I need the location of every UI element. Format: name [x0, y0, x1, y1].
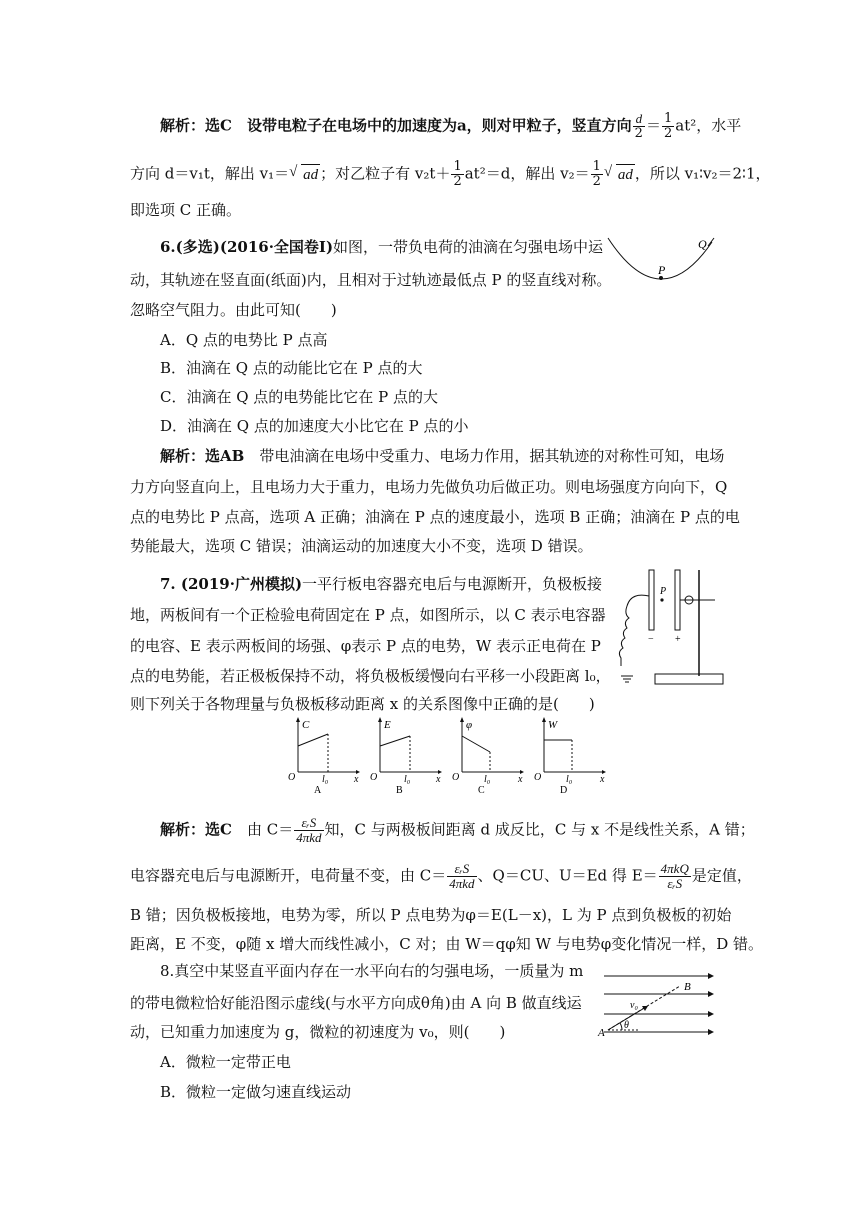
text: 如图，一带负电荷的油滴在匀强电场中运 — [333, 238, 604, 256]
arrow-icon — [708, 1011, 714, 1017]
text: 一平行板电容器充电后与电源断开，负极板接 — [302, 575, 603, 593]
y-axis-label: W — [548, 719, 558, 731]
q6-answer-line2: 力方向竖直向上，且电场力大于重力，电场力先做负功后做正功。则电场强度方向向下，Q — [130, 478, 728, 496]
denominator: 4πkd — [449, 876, 475, 891]
text: ，所以 v₁∶v₂＝2∶1， — [634, 164, 771, 183]
arrow-icon — [708, 1029, 714, 1035]
l0-label: l₀ — [566, 774, 573, 785]
text: at²＝d，解出 v₂＝ — [464, 164, 590, 183]
numerator: εᵣS — [294, 816, 323, 831]
origin-label: O — [370, 772, 378, 783]
q7-stem-line5: 则下列关于各物理量与负极板移动距离 x 的关系图像中正确的是( ) — [130, 695, 595, 713]
arrow-icon — [460, 717, 464, 722]
q6-stem-line3: 忽略空气阻力。由此可知( ) — [130, 301, 337, 319]
arrow-icon — [708, 991, 714, 997]
denominator: 4πkd — [296, 830, 322, 845]
numerator: 1 — [453, 159, 462, 174]
x-axis-label: x — [354, 774, 359, 785]
numerator: εᵣS — [447, 862, 476, 877]
l0-label: l₀ — [322, 774, 329, 785]
q6-option-a: A．Q 点的电势比 P 点高 — [160, 331, 328, 349]
text: 电容器充电后与电源断开，电荷量不变，由 C＝ — [130, 866, 447, 885]
origin-label: O — [452, 772, 460, 783]
positive-plate — [675, 570, 680, 630]
q7-answer-line1 — [160, 816, 755, 845]
text: 带电油滴在电场中受重力、电场力作用，据其轨迹的对称性可知，电场 — [244, 447, 725, 465]
denominator: 2 — [663, 126, 673, 141]
denominator: 2 — [453, 174, 462, 189]
arrow-icon — [708, 973, 714, 979]
graph-caption: C — [478, 785, 485, 794]
q7-stem-line2: 地，两板间有一个正检验电荷固定在 P 点，如图所示，以 C 表示电容器 — [130, 606, 606, 624]
l0-label: l₀ — [404, 774, 411, 785]
graph-caption: A — [314, 785, 322, 794]
arrow-icon — [542, 717, 546, 722]
theta-label: θ — [624, 1020, 629, 1031]
origin-label: O — [534, 772, 542, 783]
graph-caption: B — [396, 785, 403, 794]
text: ；对乙粒子有 v₂t＋ — [320, 164, 451, 183]
q7-stem-line4: 点的电势能，若正极板保持不动，将负极板缓慢向右平移一小段距离 l₀， — [130, 667, 611, 685]
graph-caption: D — [560, 785, 568, 794]
numerator: d — [633, 112, 645, 127]
text: 方向 d＝v₁t，解出 v₁＝ — [130, 164, 290, 183]
graph-line — [462, 736, 490, 752]
l0-label: l₀ — [484, 774, 491, 785]
text: 由 C＝ — [231, 820, 294, 839]
q6-option-d: D．油滴在 Q 点的加速度大小比它在 P 点的小 — [160, 417, 469, 435]
text: at²，水平 — [675, 116, 742, 135]
question-number: 7. (2019·广州模拟) — [160, 575, 303, 593]
q6-answer-line1 — [160, 446, 724, 466]
q7-answer-line3: B 错；因负极板接地，电势为零，所以 P 点电势为φ＝E(L－x)，L 为 P 点到负极板的初始 — [130, 906, 732, 924]
fraction — [659, 862, 691, 891]
answer5-line2 — [130, 160, 771, 189]
point-p-label: P — [658, 263, 666, 277]
fraction — [447, 862, 476, 891]
field-figure — [594, 968, 720, 1040]
v0-label: v₀ — [630, 1000, 638, 1011]
point-p-label: P — [660, 586, 667, 597]
q6-option-c: C．油滴在 Q 点的电势能比它在 P 点的大 — [160, 388, 438, 406]
graph-line — [380, 736, 410, 746]
q6-stem-line1 — [160, 237, 603, 257]
x-axis-label: x — [436, 774, 441, 785]
graph-line — [298, 734, 328, 746]
q8-option-b: B．微粒一定做匀速直线运动 — [160, 1083, 352, 1101]
point-a-label: A — [598, 1027, 605, 1039]
numerator: 4πkQ — [660, 861, 689, 876]
graph-c — [448, 714, 528, 794]
answer5-line1 — [160, 112, 741, 141]
point-q-label: Q — [698, 237, 707, 251]
answer5-text: 解析：选C 设带电粒子在电场中的加速度为a，则对甲粒子，竖直方向 — [160, 116, 632, 135]
fraction — [662, 112, 674, 141]
numerator: 1 — [663, 111, 673, 126]
denominator: εᵣS — [667, 876, 683, 891]
answer-label: 解析：选AB — [160, 447, 245, 465]
q6-answer-line4: 势能最大，选项 C 错误；油滴运动的加速度大小不变，选项 D 错误。 — [130, 537, 593, 555]
arrow-icon — [378, 717, 382, 722]
sqrt-expression: √ ad — [301, 164, 320, 185]
arrow-icon — [296, 717, 300, 722]
coiled-wire — [619, 595, 649, 666]
q7-stem-line1 — [160, 574, 602, 594]
answer-label: 解析：选C — [160, 820, 232, 839]
q8-stem-line3: 动，已知重力加速度为 g，微粒的初速度为 v₀，则( ) — [130, 1023, 506, 1041]
minus-sign: − — [648, 634, 654, 645]
sqrt-expression: √ ad — [616, 164, 635, 185]
fraction — [294, 816, 323, 845]
q6-stem-line2: 动，其轨迹在竖直面(纸面)内，且相对于过轨迹最低点 P 的竖直线对称。 — [130, 271, 612, 289]
origin-label: O — [288, 772, 296, 783]
fraction — [591, 160, 603, 189]
angle-arc — [620, 1023, 622, 1030]
q7-stem-line3: 的电容、E 表示两板间的场强、φ表示 P 点的电势，W 表示正电荷在 P — [130, 637, 601, 655]
graph-b — [366, 714, 446, 794]
x-axis-label: x — [518, 774, 523, 785]
numerator: 1 — [592, 159, 601, 174]
fraction — [633, 112, 645, 141]
q8-stem-line2: 的带电微粒恰好能沿图示虚线(与水平方向成θ角)由 A 向 B 做直线运 — [130, 994, 582, 1012]
text: 知，C 与两极板间距离 d 成反比，C 与 x 不是线性关系，A 错； — [324, 820, 755, 839]
q8-stem-line1: 8.真空中某竖直平面内存在一水平向右的匀强电场，一质量为 m — [160, 962, 584, 980]
x-axis-label: x — [600, 774, 605, 785]
point-b-label: B — [684, 981, 691, 993]
y-axis-label: E — [384, 719, 391, 731]
q6-option-b: B．油滴在 Q 点的动能比它在 P 点的大 — [160, 359, 423, 377]
q7-answer-line2 — [130, 862, 752, 891]
text: 、Q＝CU、U＝Ed 得 E＝ — [477, 866, 658, 885]
q7-answer-line4: 距离，E 不变，φ随 x 增大而线性减小，C 对；由 W＝qφ知 W 与电势φ变化情况一样，D 错。 — [130, 935, 764, 953]
answer5-line3: 即选项 C 正确。 — [130, 201, 242, 219]
negative-plate — [649, 570, 654, 630]
graph-d — [530, 714, 610, 794]
q8-option-a: A．微粒一定带正电 — [160, 1053, 291, 1071]
q6-trajectory-figure — [600, 232, 720, 292]
y-axis-label: φ — [466, 719, 473, 731]
fraction — [451, 160, 463, 189]
arrow-icon — [708, 238, 714, 246]
stand-base — [655, 674, 723, 684]
denominator: 2 — [592, 174, 601, 189]
charge-p-marker — [660, 598, 663, 601]
graph-a — [284, 714, 364, 794]
text: 是定值， — [691, 866, 752, 885]
denominator: 2 — [634, 126, 643, 141]
q6-answer-line3: 点的电势比 P 点高，选项 A 正确；油滴在 P 点的速度最小，选项 B 正确；油滴在 P 点的电 — [130, 508, 740, 526]
capacitor-figure — [615, 566, 725, 690]
y-axis-label: C — [302, 719, 310, 731]
question-number: 6.(多选)(2016·全国卷Ⅰ) — [160, 238, 334, 256]
equals: ＝ — [645, 116, 661, 135]
plus-sign: + — [675, 634, 681, 645]
